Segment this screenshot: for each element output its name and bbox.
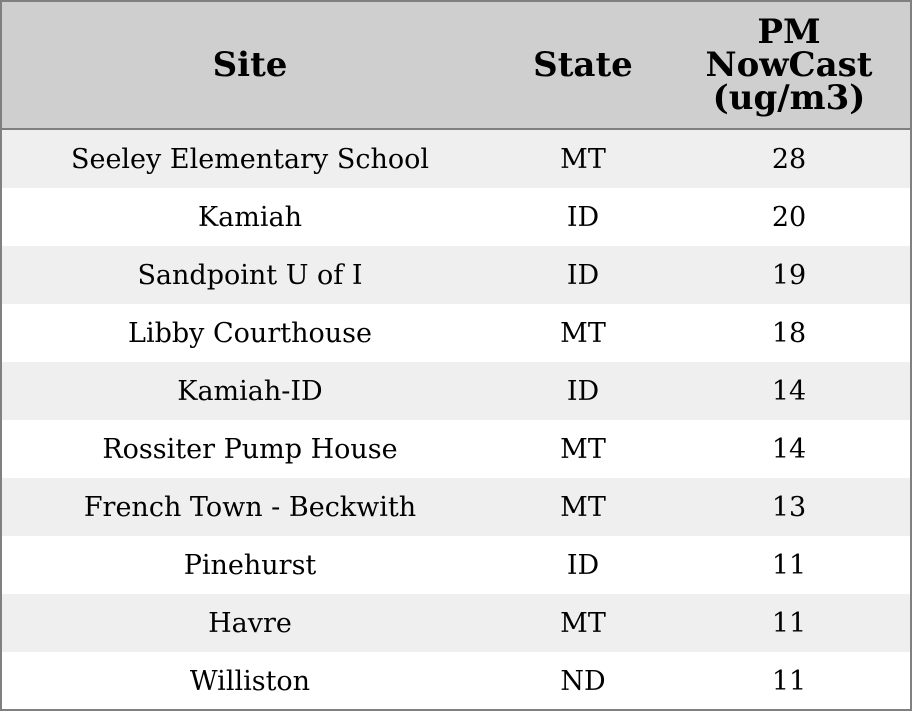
cell-site: Pinehurst xyxy=(183,549,317,581)
table-row xyxy=(2,362,910,420)
table-body xyxy=(2,130,910,710)
cell-site: Libby Courthouse xyxy=(128,317,372,349)
cell-site: Kamiah xyxy=(198,201,302,233)
cell-state: MT xyxy=(560,491,606,523)
header-state xyxy=(498,2,668,128)
cell-state: ID xyxy=(566,549,600,581)
cell-pm: 14 xyxy=(771,433,807,465)
cell-pm: 11 xyxy=(771,549,807,581)
cell-state: MT xyxy=(560,433,606,465)
cell-site: Kamiah-ID xyxy=(177,375,323,407)
cell-pm: 28 xyxy=(771,143,807,175)
cell-state: ND xyxy=(560,665,606,697)
cell-site: Havre xyxy=(208,607,292,639)
header-site-label: Site xyxy=(212,44,288,85)
header-pm-line-3: (ug/m3) xyxy=(712,77,866,118)
cell-site: Sandpoint U of I xyxy=(137,259,363,291)
cell-site: Williston xyxy=(189,665,311,697)
cell-site: Seeley Elementary School xyxy=(70,143,430,175)
table-row xyxy=(2,420,910,478)
cell-pm: 18 xyxy=(771,317,807,349)
header-pm-line-2: NowCast xyxy=(705,44,873,85)
cell-state: MT xyxy=(560,143,606,175)
header-pm-label xyxy=(705,11,873,118)
table-row xyxy=(2,478,910,536)
header-pm-line-1: PM xyxy=(757,11,821,52)
header-state-label: State xyxy=(533,44,633,85)
table-header xyxy=(2,2,910,130)
table-row xyxy=(2,188,910,246)
cell-pm: 19 xyxy=(771,259,807,291)
cell-pm: 11 xyxy=(771,607,807,639)
header-pm xyxy=(668,2,910,128)
cell-pm: 14 xyxy=(771,375,807,407)
cell-pm: 13 xyxy=(771,491,807,523)
cell-pm: 11 xyxy=(771,665,807,697)
cell-state: ID xyxy=(566,375,600,407)
cell-site: Rossiter Pump House xyxy=(102,433,398,465)
cell-site: French Town - Beckwith xyxy=(83,491,417,523)
header-site xyxy=(2,2,498,128)
table-row xyxy=(2,536,910,594)
table-row xyxy=(2,652,910,710)
cell-state: MT xyxy=(560,317,606,349)
cell-pm: 20 xyxy=(771,201,807,233)
cell-state: ID xyxy=(566,201,600,233)
table-row xyxy=(2,594,910,652)
table-row xyxy=(2,246,910,304)
table-row xyxy=(2,130,910,188)
cell-state: MT xyxy=(560,607,606,639)
table-row xyxy=(2,304,910,362)
cell-state: ID xyxy=(566,259,600,291)
